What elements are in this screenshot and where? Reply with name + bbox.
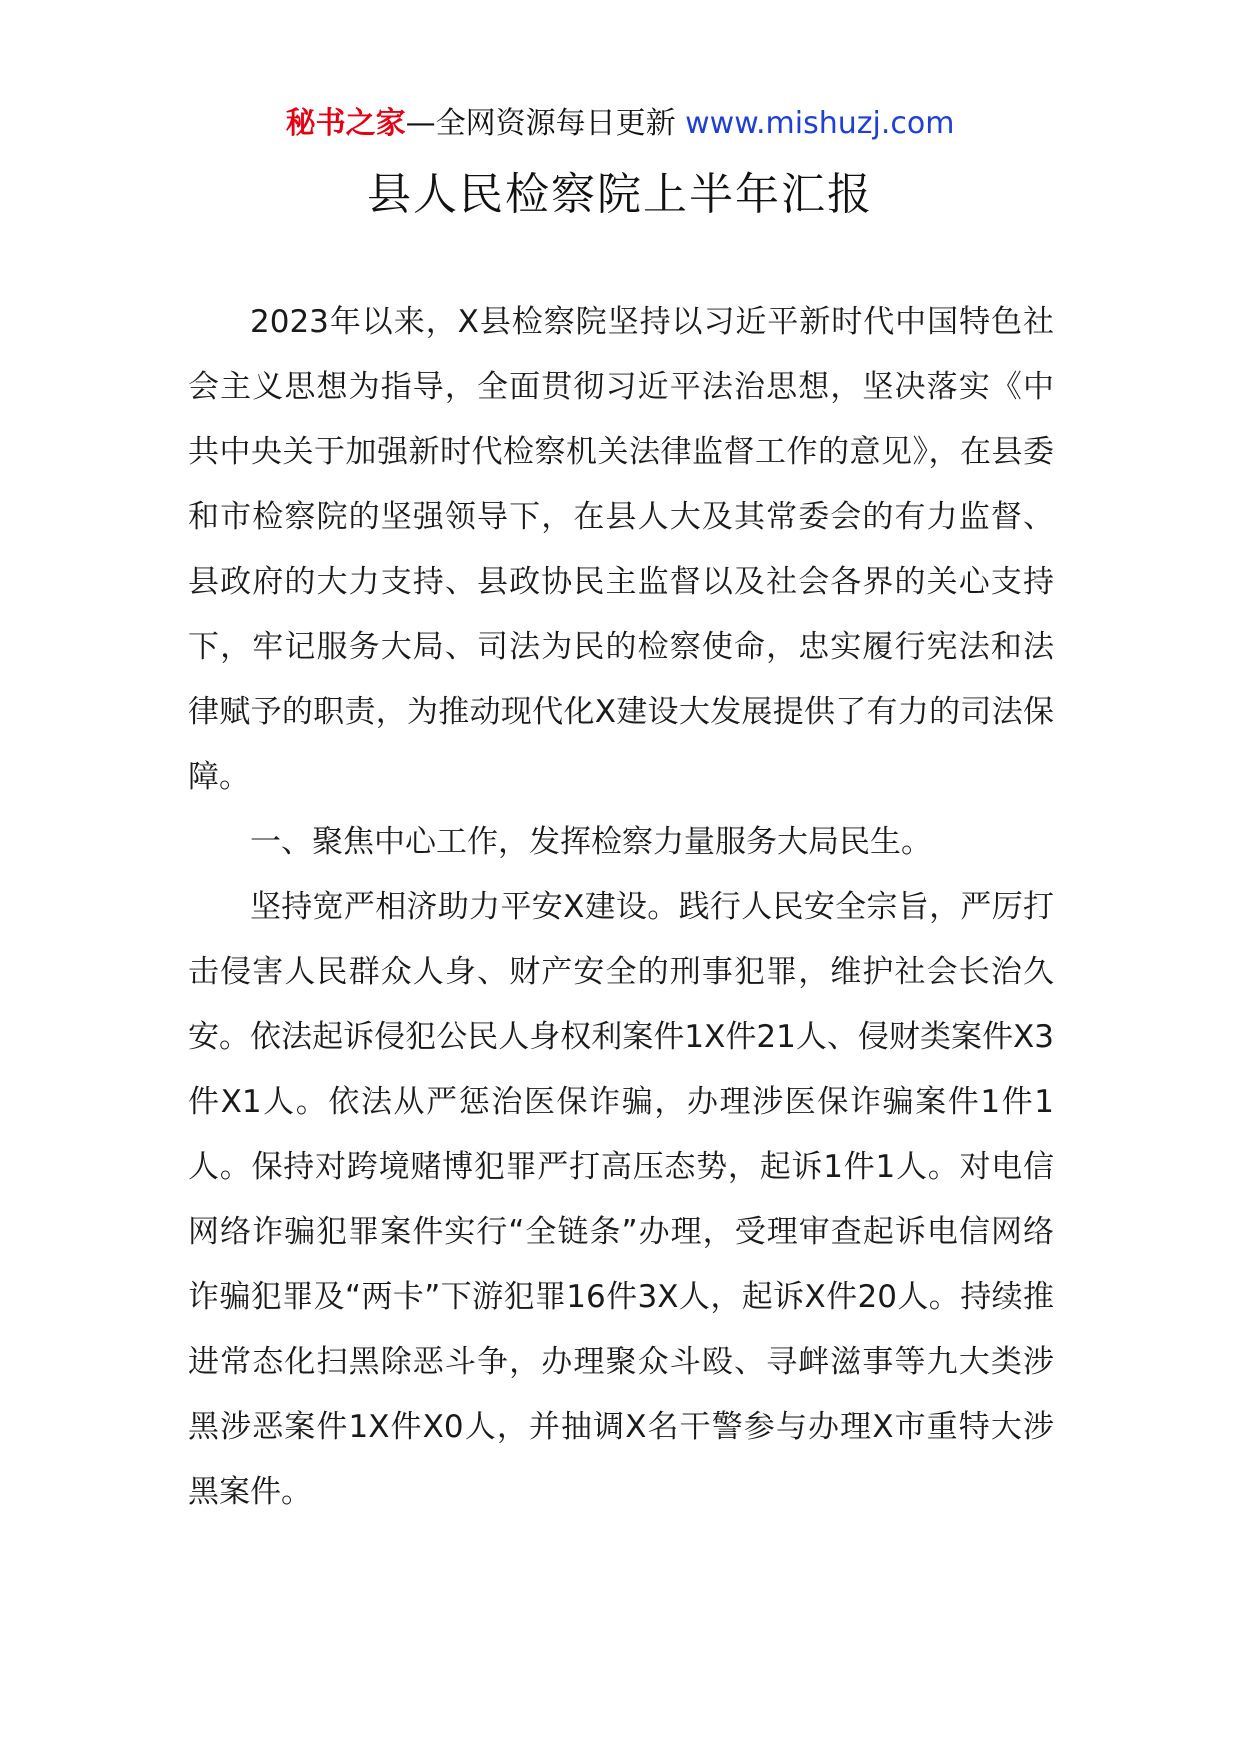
watermark-header: [0, 100, 1240, 148]
document-body: [188, 290, 1054, 1525]
document-title: 县人民检察院上半年汇报: [367, 169, 873, 220]
brand-name: 秘书之家: [285, 106, 406, 141]
paragraph-intro: 2023年以来，X县检察院坚持以习近平新时代中国特色社会主义思想为指导，全面贯彻习近平法治思想，坚决落实《中共中央关于加强新时代检察机关法律监督工作的意见》，在县委和市检察院的坚强领导下，在县人大及其常委会的有力监督、县政府的大力支持、县政协民主监督以及社会各界的关心支持下，牢记服务大局、司法为民的检察使命，忠实履行宪法和法律赋予的职责，为推动现代化X建设大发展提供了有力的司法保障。: [188, 304, 1054, 795]
paragraph-section-1: 坚持宽严相济助力平安X建设。践行人民安全宗旨，严厉打击侵害人民群众人身、财产安全的刑事犯罪，维护社会长治久安。依法起诉侵犯公民人身权利案件1X件21人、侵财类案件X3件X1人。依法从严惩治医保诈骗，办理涉医保诈骗案件1件1人。保持对跨境赌博犯罪严打高压态势，起诉1件1人。对电信网络诈骗犯罪案件实行“全链条”办理，受理审查起诉电信网络诈骗犯罪及“两卡”下游犯罪16件3X人，起诉X件20人。持续推进常态化扫黑除恶斗争，办理聚众斗殴、寻衅滋事等九大类涉黑涉恶案件1X件X0人，并抽调X名干警参与办理X市重特大涉黑案件。: [188, 889, 1054, 1510]
site-url: www.mishuzj.com: [685, 106, 955, 141]
header-slogan: —全网资源每日更新: [405, 106, 686, 141]
section-heading: 一、聚焦中心工作，发挥检察力量服务大局民生。: [250, 824, 932, 860]
